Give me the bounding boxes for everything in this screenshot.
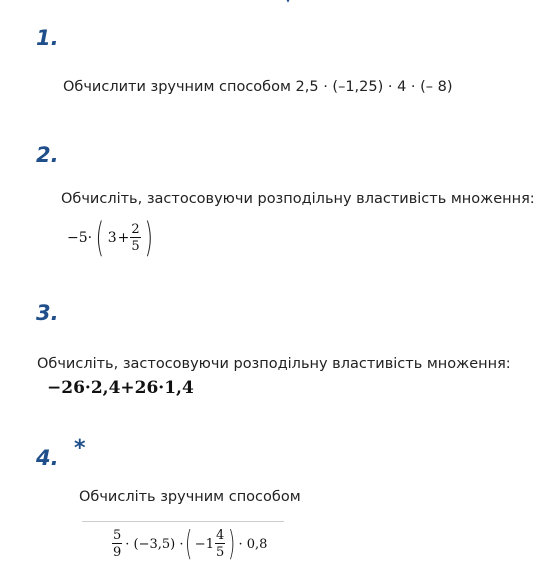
task-3-number: 3. bbox=[36, 301, 59, 325]
task-2-text: Обчисліть, застосовуючи розподільну властивість множення: bbox=[61, 191, 535, 207]
task-2-fraction bbox=[130, 223, 140, 253]
task-1-number: 1. bbox=[36, 26, 59, 50]
task-4-divider bbox=[82, 521, 284, 522]
task-4-number: 4. bbox=[36, 446, 59, 470]
task-4-negative: −1 bbox=[194, 536, 214, 552]
fraction-denominator: 5 bbox=[131, 239, 140, 254]
task-4-tail: · 0,8 bbox=[238, 536, 268, 552]
fraction-numerator: 2 bbox=[131, 222, 140, 237]
task-4-text: Обчисліть зручним способом bbox=[79, 489, 301, 505]
task-2-number: 2. bbox=[36, 143, 59, 167]
task-4-fraction-1 bbox=[112, 529, 122, 559]
task-2-prefix: −5· bbox=[67, 230, 93, 246]
task-2-plus: + bbox=[117, 230, 130, 246]
task-4-star: * bbox=[74, 436, 86, 461]
left-paren: ( bbox=[95, 215, 105, 261]
right-paren: ) bbox=[144, 215, 153, 261]
fraction-numerator: 4 bbox=[215, 528, 225, 543]
fraction-denominator: 5 bbox=[215, 545, 225, 560]
task-4-fraction-2 bbox=[215, 529, 225, 559]
task-4-expression bbox=[112, 524, 267, 564]
task-3-text: Обчисліть, застосовуючи розподільну властивість множення: bbox=[37, 356, 511, 372]
top-edge-fragment bbox=[283, 0, 293, 4]
fraction-numerator: 5 bbox=[113, 528, 122, 543]
right-paren: ) bbox=[228, 524, 236, 564]
task-2-expression bbox=[67, 216, 156, 260]
fraction-denominator: 9 bbox=[113, 545, 122, 560]
task-3-expression: −26·2,4+26·1,4 bbox=[47, 378, 194, 398]
left-paren: ( bbox=[184, 524, 192, 564]
task-1-text: Обчислити зручним способом 2,5 · (–1,25) · 4 · (– 8) bbox=[63, 79, 453, 95]
task-4-middle: · (−3,5) · bbox=[125, 536, 184, 552]
task-2-whole: 3 bbox=[107, 230, 117, 246]
